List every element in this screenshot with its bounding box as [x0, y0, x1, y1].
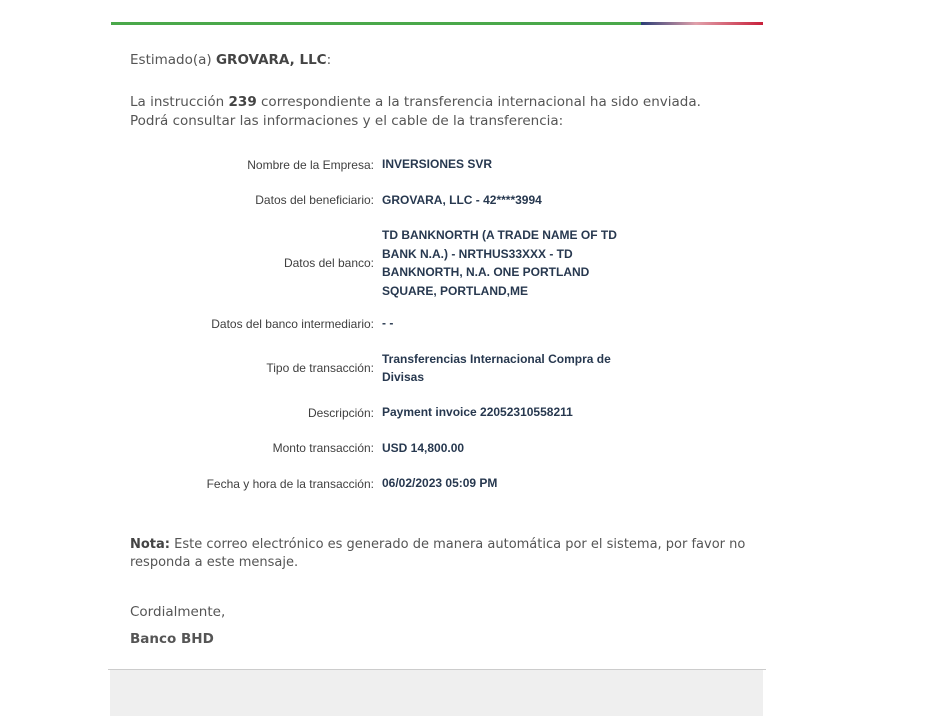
accent-bar-gradient [641, 22, 763, 25]
detail-row-transaction-type [130, 340, 622, 396]
signature: Banco BHD [130, 631, 214, 647]
detail-row-datetime [130, 467, 622, 500]
detail-label: Tipo de transacción: [266, 361, 374, 375]
detail-value: USD 14,800.00 [382, 440, 465, 455]
client-name: GROVARA, LLC [215, 52, 327, 68]
detail-value: GROVARA, LLC - 42****3994 [382, 192, 542, 207]
closing-salutation: Cordialmente, [130, 604, 226, 620]
brand-accent-bar [111, 22, 763, 25]
detail-row-description [130, 396, 622, 429]
intro-paragraph: La instrucción 239 correspondiente a la transferencia internacional ha sido enviada. Podrá consultar las informaciones y el cable de la transferencia: [130, 94, 701, 129]
detail-value: Payment invoice 22052310558211 [382, 405, 573, 420]
detail-value: Transferencias Internacional Compra de Divisas [382, 351, 611, 384]
automatic-email-note [130, 536, 750, 572]
detail-label: Nombre de la Empresa: [247, 157, 374, 172]
instruction-number: 239 [228, 94, 257, 110]
detail-label: Datos del beneficiario: [255, 193, 374, 207]
detail-value: INVERSIONES SVR [382, 157, 493, 172]
detail-row-amount [130, 429, 622, 467]
detail-label: Descripción: [307, 405, 374, 420]
detail-label: Fecha y hora de la transacción: [206, 476, 374, 491]
detail-label: Datos del banco intermediario: [211, 316, 374, 331]
detail-row-company [130, 148, 622, 181]
message-header [130, 50, 750, 131]
detail-label: Datos del banco: [283, 256, 374, 270]
detail-value: 06/02/2023 05:09 PM [382, 476, 498, 491]
greeting: Estimado(a) GROVARA, LLC: [130, 52, 332, 68]
accent-bar-green [111, 22, 641, 25]
footer-area [110, 670, 763, 716]
detail-row-beneficiary [130, 181, 622, 219]
detail-row-intermediary-bank [130, 307, 622, 340]
note-text: Este correo electrónico es generado de manera automática por el sistema, por favor no responda a este mensaje. [130, 537, 746, 570]
detail-label: Monto transacción: [272, 441, 374, 455]
detail-row-bank [130, 219, 622, 307]
detail-value: - - [382, 316, 394, 331]
note-label: Nota: [130, 537, 170, 552]
transfer-details-table [130, 148, 622, 500]
detail-value: TD BANKNORTH (A TRADE NAME OF TD BANK N.A.) - NRTHUS33XXX - TD BANKNORTH, N.A. ONE PORTLAND SQUARE, PORTLAND,ME [382, 228, 617, 298]
